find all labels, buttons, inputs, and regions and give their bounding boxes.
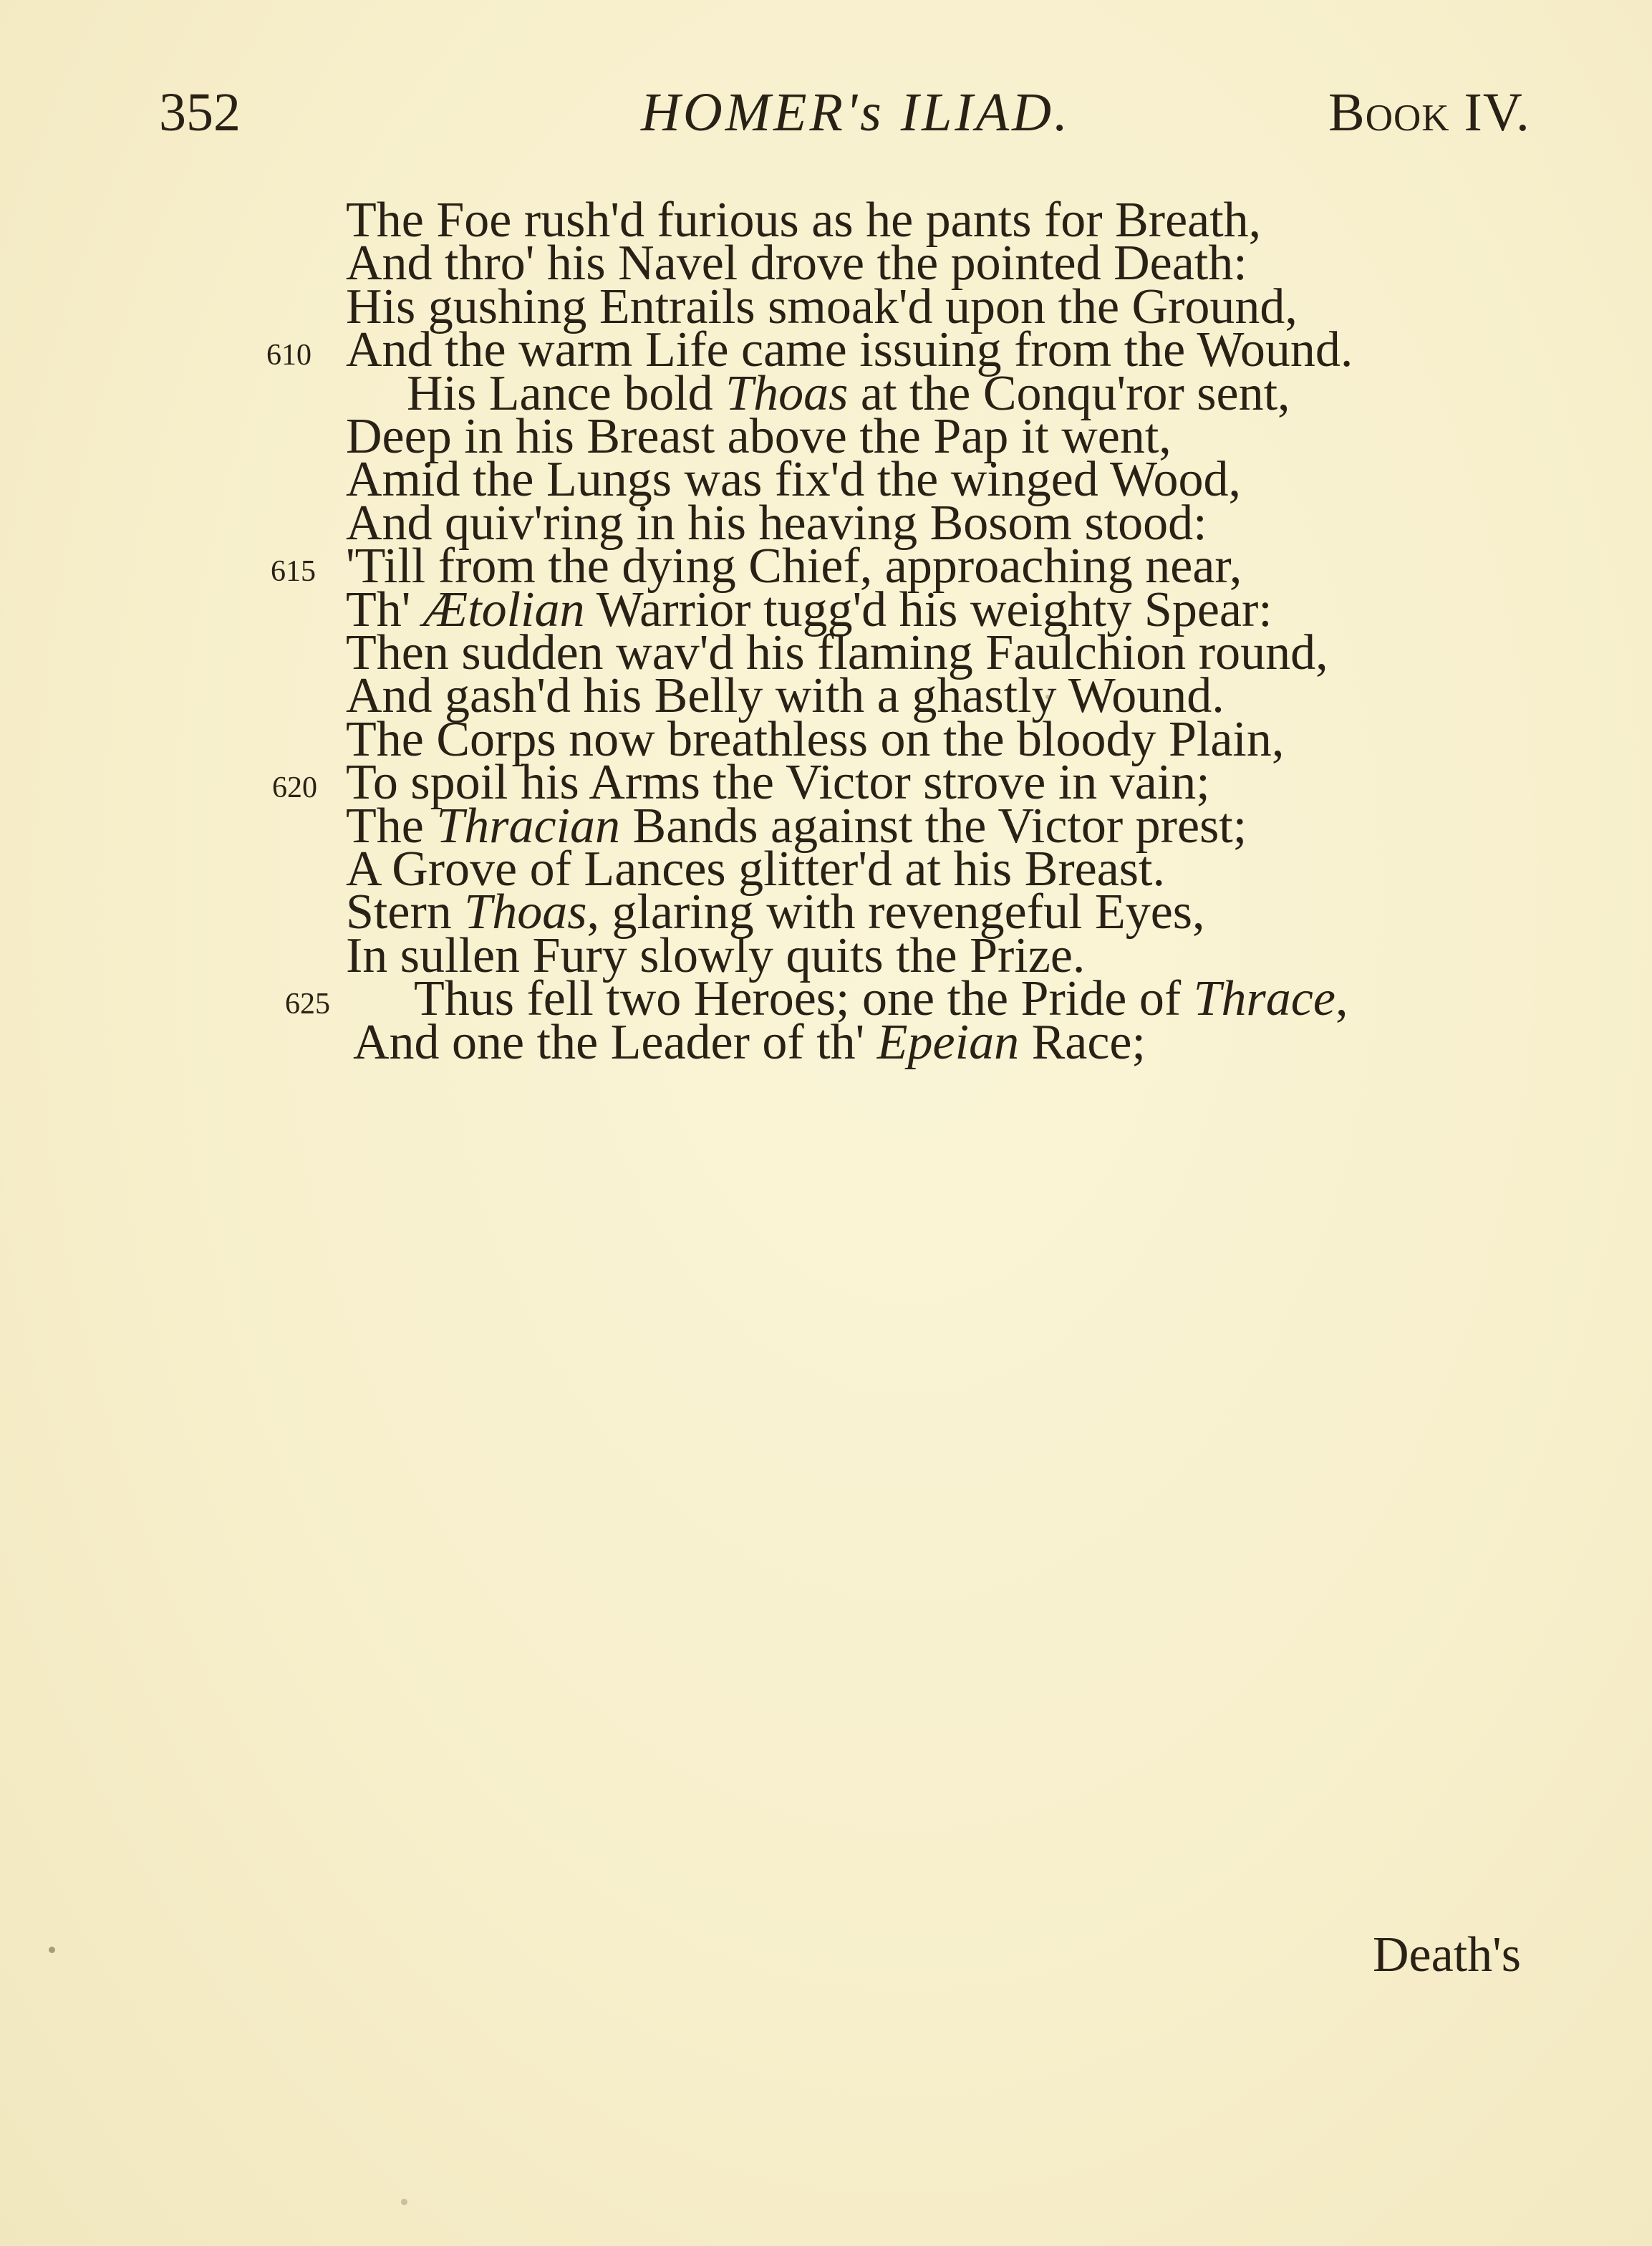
- verse-text: The Corps now breathless on the bloody Plain,: [346, 712, 1285, 767]
- verse-text: , glaring with revengeful Eyes,: [586, 885, 1205, 940]
- verse-text: Race;: [1019, 1015, 1146, 1070]
- verse-line: [353, 1014, 1146, 1071]
- line-number: 620: [272, 771, 317, 804]
- running-title: HOMER's ILIAD.: [641, 82, 1071, 143]
- italic-name: Ætolian: [422, 582, 585, 637]
- verse-text: The: [346, 799, 437, 854]
- verse-text: 'Till from the dying Chief, approaching near,: [346, 539, 1242, 594]
- italic-name: Thrace: [1193, 971, 1335, 1026]
- verse-text: His gushing Entrails smoak'd upon the Ground,: [346, 279, 1298, 334]
- verse-text: In sullen Fury slowly quits the Prize.: [346, 928, 1086, 983]
- verse-text: The Foe rush'd furious as he pants for Breath,: [346, 193, 1262, 248]
- verse-text: And one the Leader of th': [353, 1015, 877, 1070]
- verse-text: Warrior tugg'd his weighty Spear:: [584, 582, 1272, 637]
- verse-text: at the Conqu'ror sent,: [848, 366, 1290, 421]
- verse-text: To spoil his Arms the Victor strove in vain;: [346, 755, 1210, 810]
- catchword: Death's: [1373, 1927, 1521, 1982]
- paper-speck: [401, 2199, 407, 2205]
- paper-speck: [1045, 695, 1050, 699]
- verse-text: A Grove of Lances glitter'd at his Breast.: [346, 842, 1165, 897]
- paper-speck: [49, 1947, 55, 1953]
- verse-text: And thro' his Navel drove the pointed Death:: [346, 236, 1247, 291]
- book-label: Book IV.: [1328, 82, 1530, 143]
- verse-text: And gash'd his Belly with a ghastly Wound.: [346, 668, 1224, 723]
- line-number: 615: [271, 555, 316, 588]
- line-number: 625: [285, 988, 330, 1021]
- verse-text: Then sudden wav'd his flaming Faulchion round,: [346, 625, 1328, 680]
- italic-name: Epeian: [876, 1015, 1020, 1070]
- verse-text: Stern: [346, 885, 465, 940]
- verse-text: And the warm Life came issuing from the Wound.: [346, 322, 1353, 377]
- verse-text: Amid the Lungs was fix'd the winged Wood,: [346, 452, 1241, 507]
- verse-text: Bands against the Victor prest;: [620, 799, 1247, 854]
- verse-text: Thus fell two Heroes; one the Pride of: [414, 971, 1194, 1026]
- verse-text: ,: [1335, 971, 1348, 1026]
- verse-text: Th': [346, 582, 423, 637]
- italic-name: Thoas: [725, 366, 849, 421]
- italic-name: Thoas: [464, 885, 587, 940]
- line-number: 610: [266, 339, 311, 372]
- verse-text: His Lance bold: [407, 366, 726, 421]
- verse-text: And quiv'ring in his heaving Bosom stood:: [346, 496, 1207, 551]
- verse-text: Deep in his Breast above the Pap it went,: [346, 409, 1172, 464]
- italic-name: Thracian: [436, 799, 621, 854]
- page-number: 352: [159, 82, 241, 143]
